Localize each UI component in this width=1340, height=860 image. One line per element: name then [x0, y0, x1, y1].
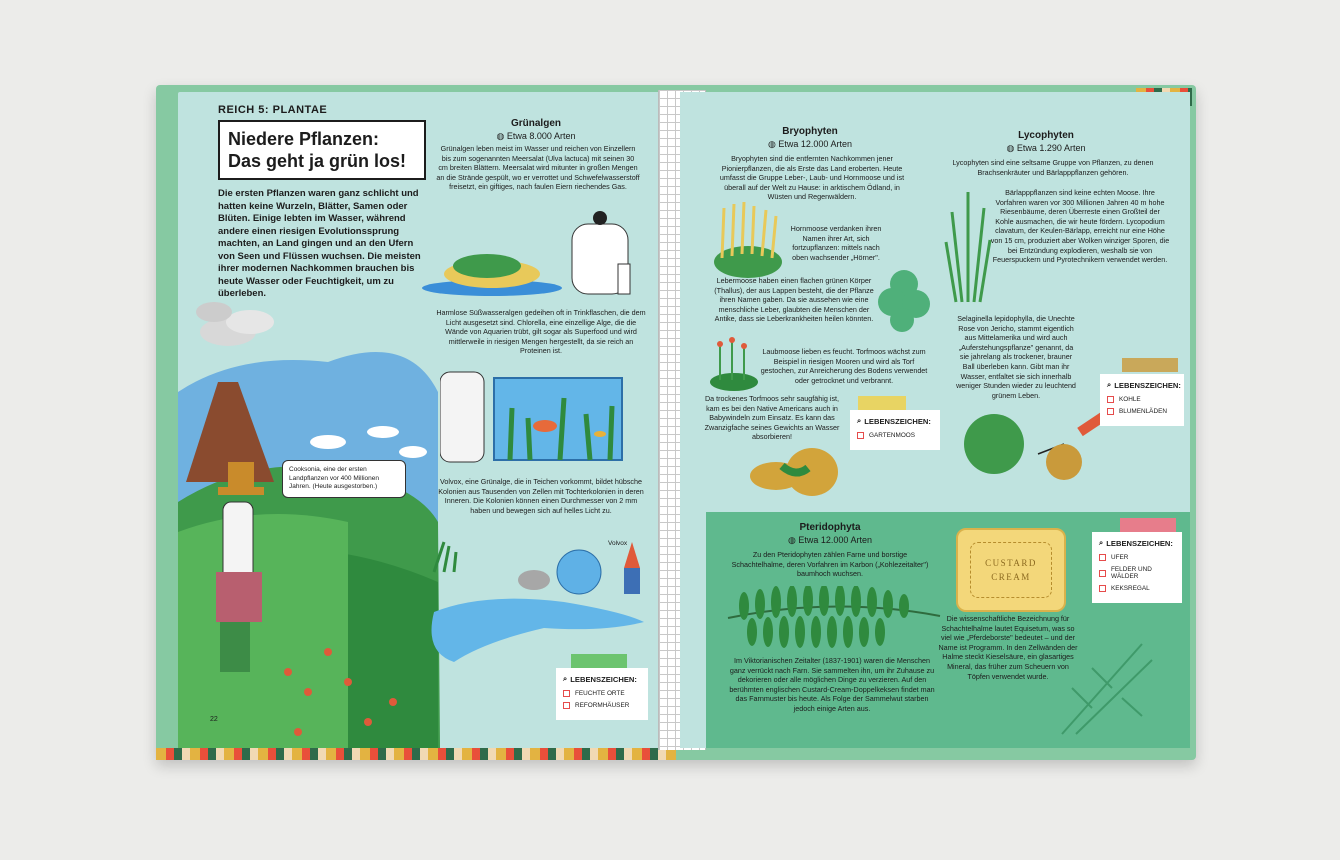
biscuit-text-2: CREAM [991, 572, 1031, 582]
lebenszeichen-box-pteridophyta [1092, 532, 1182, 603]
lycophyten-heading: Lycophyten [1018, 130, 1074, 141]
gruenalgen-count-text: Etwa 8.000 Arten [506, 131, 576, 141]
resurrection-plant-illustration [960, 404, 1120, 484]
tape-strip [1122, 358, 1178, 372]
horsetail-illustration [1052, 638, 1162, 738]
liverwort-illustration [872, 264, 936, 336]
bryophyten-text-2: Hornmoose verdanken ihren Namen ihrer Art, sich fortzupflanzen: mittels nach oben wachsender „Hörner". [790, 224, 882, 262]
pteridophyta-count-text: Etwa 12.000 Arten [798, 535, 872, 545]
page-number: 22 [210, 716, 218, 723]
checklist-label: FEUCHTE ORTE [575, 690, 625, 697]
pteridophyta-count [740, 535, 920, 546]
globe-icon: ◍ [768, 139, 776, 149]
checklist-item[interactable] [1107, 408, 1177, 415]
checklist-item[interactable] [1099, 585, 1175, 592]
lebenszeichen-heading-text: LEBENSZEICHEN: [864, 416, 931, 426]
bryophyten-text-3: Lebermoose haben einen flachen grünen Körper (Thallus), der aus Lappen besteht, die der Pflanze ihren Namen gaben. Da sie aussehen wie eine menschliche Leber, glaubten die Menschen der Antike, dass sie Leberkrankheiten heilen könnten. [714, 276, 874, 324]
bryophyten-text-1: Bryophyten sind die entfernten Nachkommen jener Pionierpflanzen, die als Erste das Land eroberten. Heute umfasst die Gruppe Leber-, Laub- und Hornmoose und ist überall auf der Welt zu Hause: in arktischem Ödland, in Wüsten und Regenwäldern. [719, 154, 905, 202]
volvox-text: Volvox, eine Grünalge, die in Teichen vorkommt, bildet hübsche Kolonien aus Tausenden von Zellen mit Tochterkolonien in deren Inneren. Die Kolonien können einen Durchmesser von 2 mm haben und bewegen sich auf helles Licht zu. [438, 477, 644, 515]
lebenszeichen-heading [857, 416, 933, 426]
algae-island-illustration [422, 204, 652, 300]
lycophyten-count-text: Etwa 1.290 Arten [1016, 143, 1086, 153]
fern-illustration [724, 586, 944, 650]
magnifier-icon: ⌕ [563, 674, 568, 683]
checklist-item[interactable] [857, 432, 933, 439]
peatmoss-illustration [706, 336, 762, 392]
checkbox[interactable] [1099, 585, 1106, 592]
lebenszeichen-heading-text: LEBENSZEICHEN: [570, 674, 637, 684]
lycophyten-text-2: Bärlapppflanzen sind keine echten Moose. Ihre Vorfahren waren vor 300 Millionen Jahren 40 m hohe Riesenbäume, deren Überreste einen Großteil der Kohle ausmachen, die wir heute fördern. Lycopodium clavatum, der Keulen-Bärlapp, erreicht nur eine Höhe von 15 cm, produziert aber Wolken winziger Sporen, die bei Entzündung explodieren, weshalb sie von Feuerspuckern und Pyrotechnikern verwendet werden. [990, 188, 1170, 265]
checkbox[interactable] [1099, 570, 1106, 577]
lebenszeichen-heading-text: LEBENSZEICHEN: [1106, 538, 1173, 548]
tape-strip [571, 654, 627, 668]
checklist-label: KOHLE [1119, 396, 1141, 403]
bryophyten-count [720, 139, 900, 150]
left-page [178, 92, 660, 748]
page-title [218, 120, 426, 180]
pteridophyta-text-1: Zu den Pteridophyten zählen Farne und borstige Schachtelhalme, deren Vorfahren im Karbon („Kohlezeitalter") baumhoch wuchsen. [731, 550, 929, 579]
checklist-label: GARTENMOOS [869, 432, 916, 439]
gruenalgen-heading: Grünalgen [510, 118, 561, 129]
globe-icon: ◍ [1006, 143, 1015, 153]
custard-cream-biscuit [956, 528, 1066, 612]
hornmoss-illustration [710, 200, 790, 280]
lycophyten-text-3: Selaginella lepidophylla, die Unechte Rose von Jericho, stammt eigentlich aus Mittelamerika und wird auch „Auferstehungspflanze" genannt, da sie jahrelang als trockener, brauner Ball überleben kann. Gibt man ihr Wasser, entfaltet sie sich innerhalb weniger Stunden wieder zu leuchtend grünem Leben. [956, 314, 1076, 400]
title-line-2: Das geht ja grün los! [228, 151, 407, 171]
checklist-item[interactable] [1099, 554, 1175, 561]
checkbox[interactable] [1099, 554, 1106, 561]
bryophyten-count-text: Etwa 12.000 Arten [778, 139, 852, 149]
lebenszeichen-heading [563, 674, 641, 684]
biscuit-emboss [970, 542, 1052, 598]
checklist-item[interactable] [563, 690, 641, 697]
chapter-kicker: REICH 5: PLANTAE [218, 104, 328, 116]
checkbox[interactable] [563, 690, 570, 697]
baby-illustration [742, 442, 848, 498]
checklist-label: BLUMENLÄDEN [1119, 408, 1167, 415]
magnifier-icon: ⌕ [1107, 380, 1112, 389]
bryophyten-text-5: Da trockenes Torfmoos sehr saugfähig ist, kam es bei den Native Americans auch in Babywindeln zum Einsatz. Es kann das Zwanzigfache seines Gewichts an Wasser absorbieren! [704, 394, 840, 442]
checkbox[interactable] [1107, 408, 1114, 415]
biscuit-text-1: CUSTARD [985, 558, 1037, 568]
pteridophyta-heading: Pteridophyta [799, 522, 861, 533]
volvox-label: Volvox [608, 540, 628, 547]
globe-icon: ◍ [496, 131, 505, 141]
lebenszeichen-box-lycophyten [1100, 374, 1184, 426]
pteridophyta-text-3: Die wissenschaftliche Bezeichnung für Schachtelhalme lautet Equisetum, was so viel wie „Pferdeborste" bedeutet – und der Name ist Programm. In den Zellwänden der Halme steckt Kieselsäure, ein glasartiges Mineral, das früher zum Scheuern von Töpfen verwendet wurde. [938, 614, 1078, 681]
tape-strip [858, 396, 906, 410]
checkbox[interactable] [563, 702, 570, 709]
globe-icon: ◍ [788, 535, 796, 545]
aquarium-illustration [440, 368, 640, 468]
cover-pattern [156, 748, 676, 760]
checklist-item[interactable] [1107, 396, 1177, 403]
speech-bubble: Cooksonia, eine der ersten Landpflanzen vor 400 Millionen Jahren. (Heute ausgestorben.) [282, 460, 406, 498]
pteridophyta-text-2: Im Viktorianischen Zeitalter (1837-1901) waren die Menschen ganz verrückt nach Farn. Sie sammelten ihn, um ihr Zuhause zu dekorieren oder alle möglichen Dinge zu verzieren. Auf den berühmten englischen Custard-Cream-Doppelkeksen findet man das Farnmuster bis heute. Als Folge der Sammelwut starben jedoch einige Arten aus. [729, 656, 935, 713]
lycophyten-count [946, 143, 1146, 154]
checkbox[interactable] [1107, 396, 1114, 403]
lebenszeichen-heading [1107, 380, 1181, 390]
right-page [680, 92, 1190, 748]
checklist-label: REFORMHÄUSER [575, 702, 630, 709]
checklist-label: UFER [1111, 554, 1129, 561]
clubmoss-illustration [942, 182, 994, 306]
title-line-1: Niedere Pflanzen: [228, 129, 380, 149]
magnifier-icon: ⌕ [1099, 538, 1104, 547]
magnifier-icon: ⌕ [857, 416, 862, 425]
intro-text: Die ersten Pflanzen waren ganz schlicht und hatten keine Wurzeln, Blätter, Samen oder Blüten. Einige lebten im Wasser, während andere einen riesigen Evolutionssprung machten, an Land gingen und an den Ufern von Seen und Flüssen wuchsen. Die meisten ihrer modernen Nachkommen brauchen bis heute Wasser oder Feuchtigkeit, um zu überleben. [218, 188, 421, 299]
gruenalgen-text-2: Harmlose Süßwasseralgen gedeihen oft in Trinkflaschen, die dem Licht ausgesetzt sind. Chlorella, eine einzellige Alge, die die Wände von Aquarien trübt, gilt sogar als Superfood und wird mittlerweile in riesigen Mengen hergestellt, da sie reich an Proteinen ist. [436, 308, 646, 356]
checklist-item[interactable] [1099, 566, 1175, 580]
lebenszeichen-box-left [556, 668, 648, 720]
lebenszeichen-heading [1099, 538, 1175, 548]
gruenalgen-text-1: Grünalgen leben meist im Wasser und reichen von Einzellern bis zum sogenannten Meersalat (Ulva lactuca) mit seinen 30 cm breiten Blättern. Meersalat wird mitunter in großen Mengen an die Strände gespült, wo er verrottet und Schwefelwasserstoff freisetzt, ein giftiges, nach faulen Eiern riechendes Gas. [436, 144, 640, 192]
bryophyten-heading: Bryophyten [782, 126, 838, 137]
tape-strip [1120, 518, 1176, 532]
gruenalgen-count [456, 131, 616, 142]
checkbox[interactable] [857, 432, 864, 439]
checklist-label: KEKSREGAL [1111, 585, 1150, 592]
bryophyten-text-4: Laubmoose lieben es feucht. Torfmoos wächst zum Beispiel in riesigen Mooren und wird als Torf gestochen, zur Anreicherung des Bodens verwendet oder getrocknet und verbrannt. [760, 347, 928, 385]
lebenszeichen-heading-text: LEBENSZEICHEN: [1114, 380, 1181, 390]
checklist-item[interactable] [563, 702, 641, 709]
lycophyten-text-1: Lycophyten sind eine seltsame Gruppe von Pflanzen, zu denen Brachsenkräuter und Bärlapppflanzen gehören. [952, 158, 1154, 177]
lebenszeichen-box-bryophyten [850, 410, 940, 450]
checklist-label: FELDER UND WÄLDER [1111, 566, 1152, 580]
